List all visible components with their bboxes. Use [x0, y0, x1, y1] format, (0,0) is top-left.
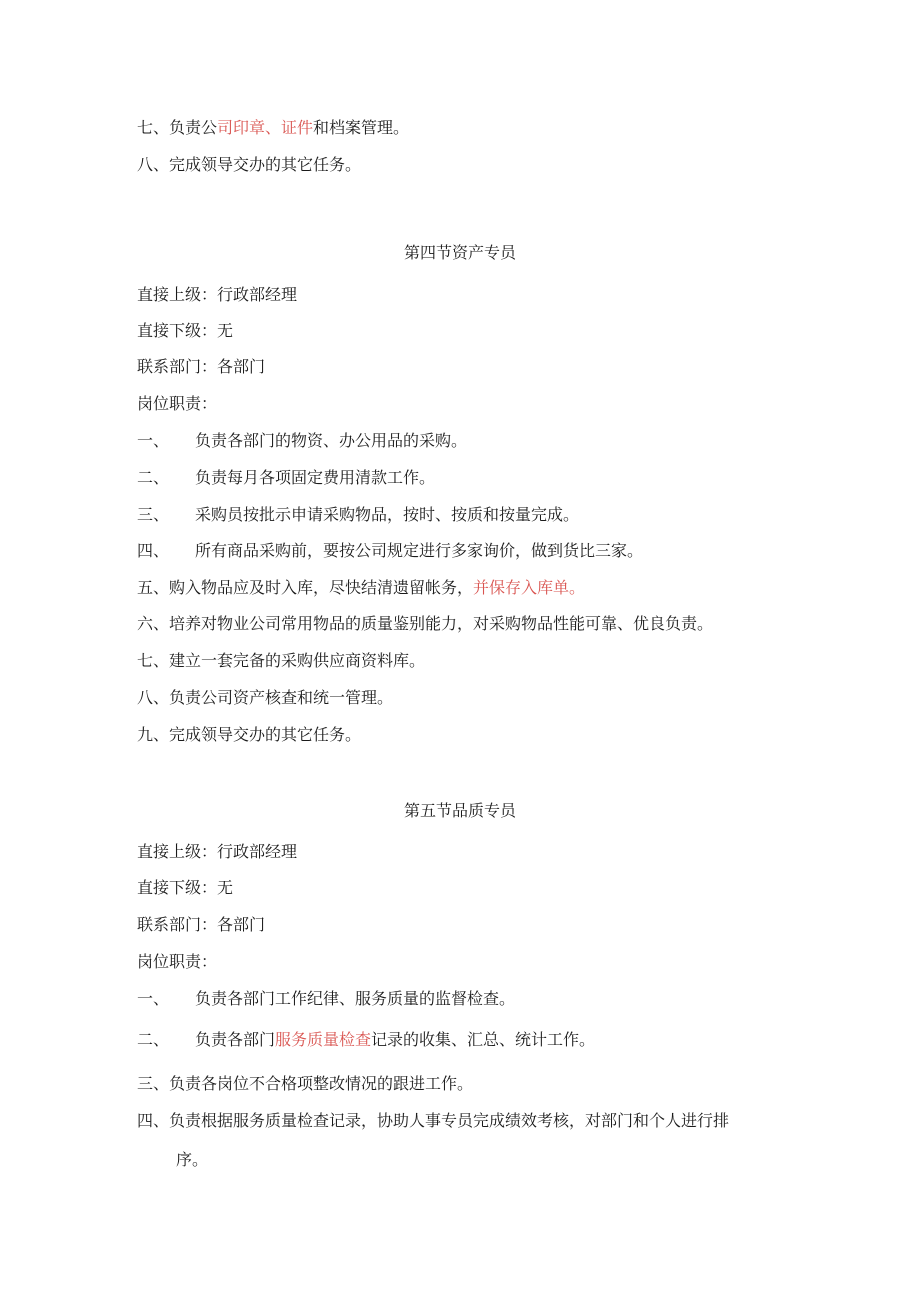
- item-number: 一、: [137, 431, 170, 450]
- top-item-7: [137, 118, 409, 138]
- section5-duty-label: 岗位职责：: [137, 952, 218, 971]
- top-item-7-highlight: 司印章、证件: [217, 118, 314, 137]
- item-number: 二、: [137, 1030, 170, 1049]
- section5-item-4-line1: 四、负责根据服务质量检查记录，协助人事专员完成绩效考核，对部门和个人进行排: [137, 1111, 730, 1130]
- top-item-7-prefix: 七、负责公: [137, 118, 218, 137]
- section5-item-3: 三、负责各岗位不合格项整改情况的跟进工作。: [137, 1074, 474, 1093]
- item-text: 五、购入物品应及时入库，尽快结清遗留帐务，: [137, 578, 474, 597]
- item-number: 二、: [137, 468, 170, 487]
- top-item-8: 八、完成领导交办的其它任务。: [137, 155, 362, 174]
- section4-superior: 直接上级：行政部经理: [137, 285, 298, 304]
- item-number: 一、: [137, 989, 170, 1008]
- section4-item-7: 七、建立一套完备的采购供应商资料库。: [137, 651, 426, 670]
- section4-item-4: [137, 541, 643, 561]
- section4-item-6: 六、培养对物业公司常用物品的质量鉴别能力，对采购物品性能可靠、优良负责。: [137, 614, 714, 633]
- section4-title: 第四节资产专员: [403, 243, 516, 262]
- item-text: 负责各部门的物资、办公用品的采购。: [195, 431, 468, 450]
- item-text: 所有商品采购前，要按公司规定进行多家询价，做到货比三家。: [195, 541, 644, 560]
- item-text: 负责各部门: [195, 1030, 276, 1049]
- section5-superior: 直接上级：行政部经理: [137, 842, 298, 861]
- section5-title: 第五节品质专员: [403, 801, 516, 820]
- section4-item-8: 八、负责公司资产核查和统一管理。: [137, 688, 394, 707]
- top-item-7-suffix: 和档案管理。: [313, 118, 410, 137]
- section4-subordinate: 直接下级：无: [137, 321, 234, 340]
- section4-item-2: [137, 468, 435, 488]
- section5-subordinate: 直接下级：无: [137, 878, 234, 897]
- item-text: 负责每月各项固定费用清款工作。: [195, 468, 436, 487]
- section5-item-2: [137, 1030, 595, 1050]
- section4-item-9: 九、完成领导交办的其它任务。: [137, 725, 362, 744]
- item-text: 负责各部门工作纪律、服务质量的监督检查。: [195, 989, 516, 1008]
- item-number: 四、: [137, 541, 170, 560]
- item-number: 三、: [137, 505, 170, 524]
- item-highlight: 并保存入库单。: [473, 578, 586, 597]
- item-text: 采购员按批示申请采购物品，按时、按质和按量完成。: [195, 505, 580, 524]
- section4-item-3: [137, 505, 579, 525]
- section5-item-1: [137, 989, 515, 1009]
- section4-duty-label: 岗位职责：: [137, 394, 218, 413]
- section5-dept: 联系部门：各部门: [137, 915, 266, 934]
- section4-item-1: [137, 431, 467, 451]
- section4-dept: 联系部门：各部门: [137, 357, 266, 376]
- item-highlight: 服务质量检查: [275, 1030, 372, 1049]
- section5-item-4-line2: 序。: [176, 1150, 209, 1169]
- item-text: 记录的收集、汇总、统计工作。: [371, 1030, 596, 1049]
- section4-item-5: [137, 578, 585, 598]
